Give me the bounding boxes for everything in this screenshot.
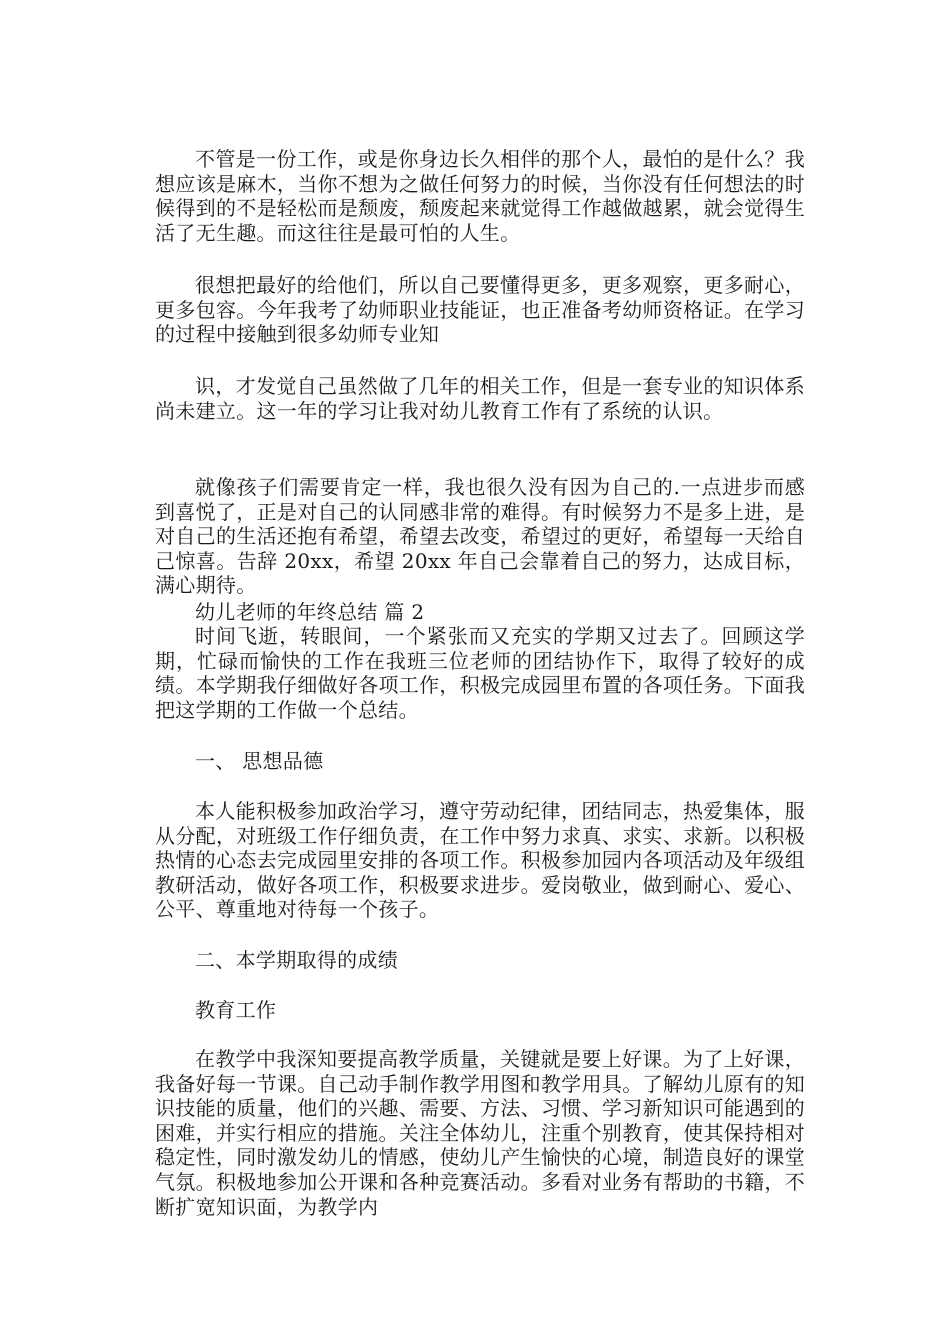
paragraph-7: 在教学中我深知要提高教学质量，关键就是要上好课。为了上好课，我备好每一节课。自己动手制作教学用图和教学用具。了解幼儿原有的知识技能的质量，他们的兴趣、需要、方法、习惯、学习新知识可能遇到的困难，并实行相应的措施。关注全体幼儿，注重个别教育，使其保持相对稳定性，同时激发幼儿的情感，使幼儿产生愉快的心境，制造良好的课堂气氛。积极地参加公开课和各种竞赛活动。多看对业务有帮助的书籍，不断扩宽知识面，为教学内 [155, 1047, 805, 1219]
paragraph-4: 就像孩子们需要肯定一样，我也很久没有因为自己的.一点进步而感到喜悦了，正是对自己的认同感非常的难得。有时候努力不是多上进，是对自己的生活还抱有希望，希望去改变，希望过的更好，希望每一天给自己惊喜。告辞 20xx，希望 20xx 年自己会靠着自己的努力，达成目标，满心期待。 [155, 475, 805, 598]
heading-moral-character: 一、 思想品德 [195, 749, 324, 773]
section-title-2: 幼儿老师的年终总结 篇 2 [195, 600, 425, 624]
heading-achievements: 二、本学期取得的成绩 [195, 948, 398, 972]
paragraph-3: 识，才发觉自己虽然做了几年的相关工作，但是一套专业的知识体系尚未建立。这一年的学习让我对幼儿教育工作有了系统的认识。 [155, 374, 805, 423]
paragraph-2: 很想把最好的给他们，所以自己要懂得更多，更多观察，更多耐心，更多包容。今年我考了幼师职业技能证，也正准备考幼师资格证。在学习的过程中接触到很多幼师专业知 [155, 273, 805, 347]
paragraph-6: 本人能积极参加政治学习，遵守劳动纪律，团结同志，热爱集体，服从分配，对班级工作仔细负责，在工作中努力求真、求实、求新。以积极热情的心态去完成园里安排的各项工作。积极参加园内各项活动及年级组教研活动，做好各项工作，积极要求进步。爱岗敬业，做到耐心、爱心、公平、尊重地对待每一个孩子。 [155, 799, 805, 922]
paragraph-1: 不管是一份工作，或是你身边长久相伴的那个人，最怕的是什么？我想应该是麻木，当你不想为之做任何努力的时候，当你没有任何想法的时候得到的不是轻松而是颓废，颓废起来就觉得工作越做越累，就会觉得生活了无生趣。而这往往是最可怕的人生。 [155, 147, 805, 245]
paragraph-5: 时间飞逝，转眼间，一个紧张而又充实的学期又过去了。回顾这学期，忙碌而愉快的工作在我班三位老师的团结协作下，取得了较好的成绩。本学期我仔细做好各项工作，积极完成园里布置的各项任务。下面我把这学期的工作做一个总结。 [155, 624, 805, 722]
heading-education-work: 教育工作 [195, 998, 277, 1022]
